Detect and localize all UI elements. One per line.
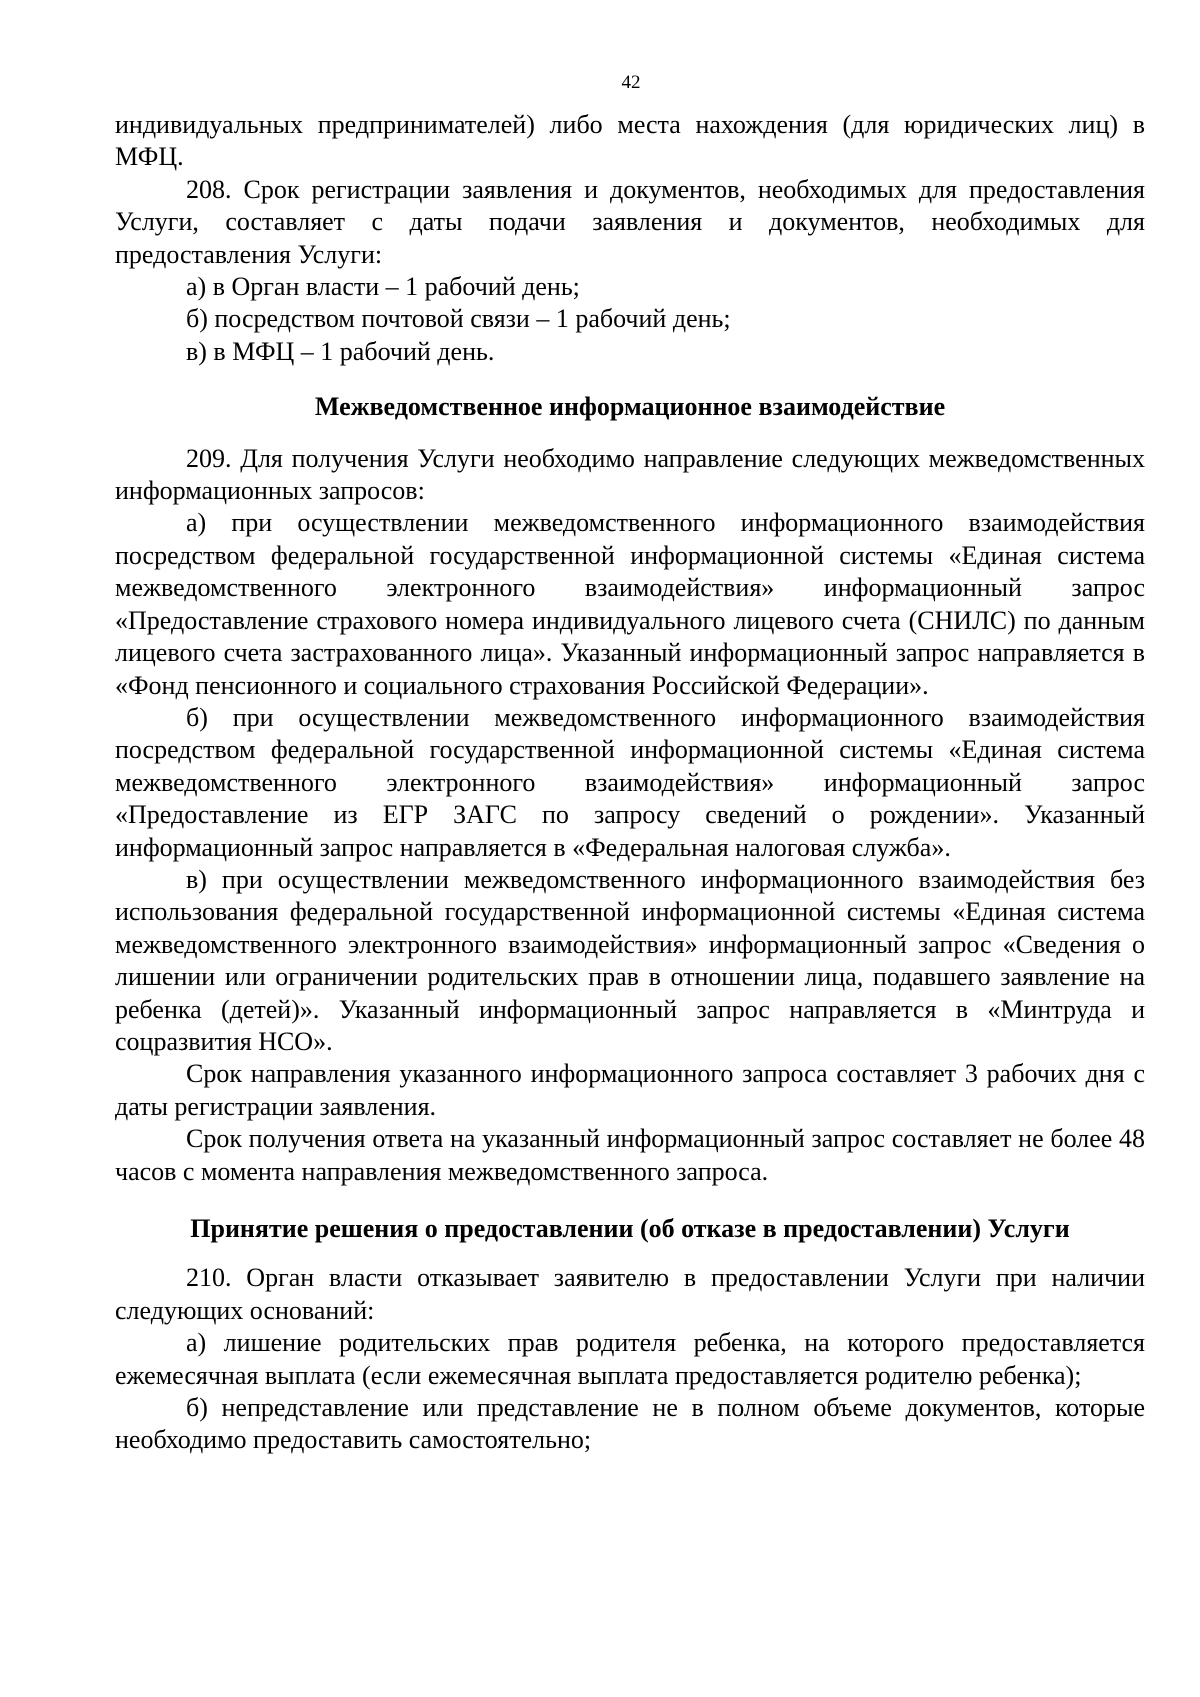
clause-209-term-send: Срок направления указанного информационного запроса составляет 3 рабочих дня с даты регистрации заявления.	[115, 1059, 1145, 1121]
section-heading-decision: Принятие решения о предоставлении (об отказе в предоставлении) Услуги	[190, 1214, 1070, 1243]
clause-210-item-a: а) лишение родительских прав родителя ребенка, на которого предоставляется ежемесячная выплата (если ежемесячная выплата предоставляется родителю ребенка);	[115, 1328, 1145, 1390]
clause-209-item-a: а) при осуществлении межведомственного информационного взаимодействия посредством федеральной государственной информационной системы «Единая система межведомственного электронного взаимодействия» информационный запрос «Предоставление страхового номера индивидуального лицевого счета (СНИЛС) по данным лицевого счета застрахованного лица». Указанный информационный запрос направляется в «Фонд пенсионного и социального страхования Российской Федерации».	[115, 508, 1145, 700]
clause-208-item-b: б) посредством почтовой связи – 1 рабочий день;	[186, 304, 731, 334]
section-heading-interagency: Межведомственное информационное взаимодействие	[314, 392, 946, 422]
clause-210-intro: 210. Орган власти отказывает заявителю в предоставлении Услуги при наличии следующих оснований:	[115, 1263, 1145, 1325]
clause-209-intro: 209. Для получения Услуги необходимо направление следующих межведомственных информационных запросов:	[115, 443, 1145, 506]
clause-208-item-a: а) в Орган власти – 1 рабочий день;	[186, 272, 580, 302]
clause-210-item-b: б) непредставление или представление не в полном объеме документов, которые необходимо предоставить самостоятельно;	[115, 1393, 1145, 1455]
clause-209-term-receive: Срок получения ответа на указанный информационный запрос составляет не более 48 часов с момента направления межведомственного запроса.	[115, 1124, 1145, 1186]
clause-209-item-c: в) при осуществлении межведомственного информационного взаимодействия без использования федеральной государственной информационной системы «Единая система межведомственного электронного взаимодействия» информационный запрос «Сведения о лишении или ограничении родительских прав в отношении лица, подавшего заявление на ребенка (детей)». Указанный информационный запрос направляется в «Минтруда и соцразвития НСО».	[115, 864, 1145, 1056]
paragraph-continuation: индивидуальных предпринимателей) либо места нахождения (для юридических лиц) в МФЦ.	[115, 110, 1145, 172]
clause-209-item-b: б) при осуществлении межведомственного информационного взаимодействия посредством федеральной государственной информационной системы «Единая система межведомственного электронного взаимодействия» информационный запрос «Предоставление из ЕГР ЗАГС по запросу сведений о рождении». Указанный информационный запрос направляется в «Федеральная налоговая служба».	[115, 702, 1145, 862]
clause-208-item-c: в) в МФЦ – 1 рабочий день.	[186, 336, 495, 366]
document-body	[115, 109, 1145, 1457]
page-number: 42	[621, 72, 641, 93]
clause-208-intro: 208. Срок регистрации заявления и документов, необходимых для предоставления Услуги, составляет с даты подачи заявления и документов, необходимых для предоставления Услуги:	[115, 174, 1145, 269]
